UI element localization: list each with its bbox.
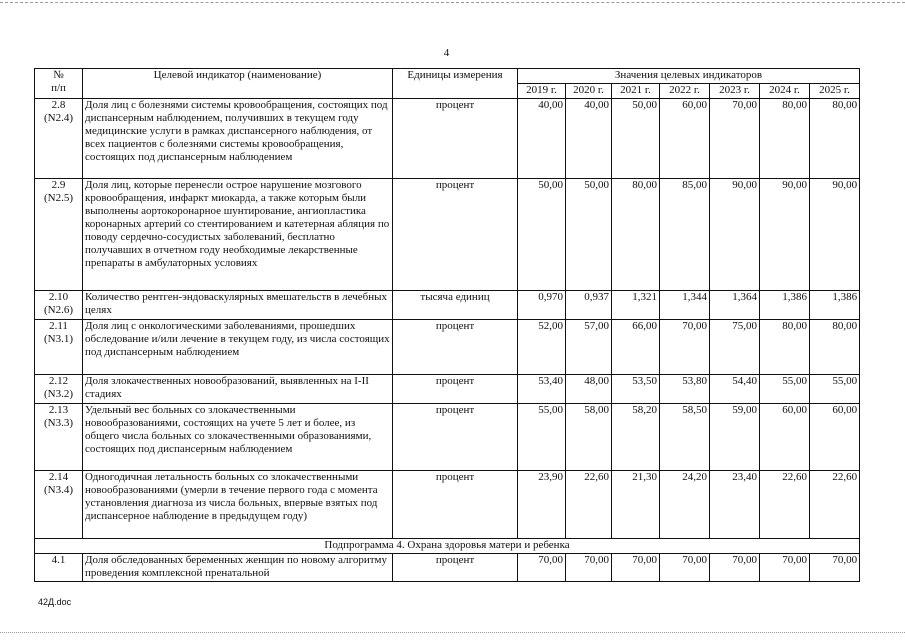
row-num: 4.1 [51,554,66,566]
row-value: 90,00 [710,179,760,291]
row-value: 80,00 [810,99,860,179]
row-num: 2.11 [49,320,68,332]
header-year: 2025 г. [810,84,860,99]
row-indicator-name: Доля лиц, которые перенесли острое нарушение мозгового кровообращения, инфаркт миокарда, а также которым были выполнены аортокоронарное шунтирование, ангиопластика коронарных артерий со стентированием и катетерная абляция по поводу сердечно-сосудистых заболеваний, бесплатно получавших в отчетном году необходимые лекарственные препараты в амбулаторных условиях [83,179,393,291]
row-num: 2.9 [51,179,66,191]
row-code: (N2.6) [43,304,74,316]
row-value: 55,00 [760,375,810,404]
row-value: 58,00 [566,404,612,471]
row-value: 48,00 [566,375,612,404]
row-unit: процент [393,471,518,539]
row-code: (N3.2) [43,388,74,400]
row-code: (N2.4) [43,112,74,124]
row-value: 59,00 [710,404,760,471]
header-year: 2019 г. [518,84,566,99]
row-num: 2.10 [48,291,69,303]
row-value: 22,60 [760,471,810,539]
row-value: 54,40 [710,375,760,404]
row-value: 66,00 [612,320,660,375]
row-code: (N3.4) [43,484,74,496]
row-num: 2.13 [48,404,69,416]
row-indicator-name: Доля обследованных беременных женщин по новому алгоритму проведения комплексной пренатальной [83,554,393,582]
row-value: 58,50 [660,404,710,471]
table-row [35,404,860,471]
row-number [35,375,83,404]
row-code: (N2.5) [43,192,74,204]
row-value: 40,00 [566,99,612,179]
row-value: 70,00 [660,320,710,375]
row-number [35,554,83,582]
row-value: 60,00 [760,404,810,471]
row-value: 70,00 [660,554,710,582]
row-unit: процент [393,404,518,471]
row-value: 70,00 [566,554,612,582]
row-value: 80,00 [810,320,860,375]
row-value: 80,00 [612,179,660,291]
row-value: 22,60 [810,471,860,539]
footer-file-name: 42Д.doc [38,597,72,607]
row-value: 90,00 [760,179,810,291]
row-num: 2.12 [48,375,69,387]
row-value: 52,00 [518,320,566,375]
header-unit: Единицы измерения [393,69,518,99]
row-number [35,99,83,179]
row-value: 53,50 [612,375,660,404]
header-values: Значения целевых индикаторов [518,69,860,84]
row-value: 1,321 [612,291,660,320]
row-number [35,404,83,471]
row-value: 85,00 [660,179,710,291]
row-unit: процент [393,320,518,375]
table-row [35,291,860,320]
row-value: 21,30 [612,471,660,539]
row-num: 2.8 [51,99,66,111]
header-year: 2020 г. [566,84,612,99]
header-year: 2022 г. [660,84,710,99]
indicators-table [34,68,860,582]
header-number [35,69,83,99]
row-code: (N3.3) [43,417,74,429]
row-value: 75,00 [710,320,760,375]
row-number [35,471,83,539]
row-indicator-name: Доля лиц с болезнями системы кровообращения, состоящих под диспансерным наблюдением, получивших в текущем году медицинские услуги в рамках диспансерного наблюдения, от всех пациентов с болезнями системы кровообращения, состоящих под диспансерным наблюдением [83,99,393,179]
row-value: 80,00 [760,320,810,375]
row-value: 1,386 [810,291,860,320]
row-number [35,320,83,375]
table-row [35,179,860,291]
row-unit: процент [393,554,518,582]
header-indicator: Целевой индикатор (наименование) [83,69,393,99]
row-unit: процент [393,179,518,291]
row-code: (N3.1) [43,333,74,345]
row-unit: тысяча единиц [393,291,518,320]
row-number [35,179,83,291]
row-value: 90,00 [810,179,860,291]
row-unit: процент [393,99,518,179]
row-value: 23,40 [710,471,760,539]
table-row [35,375,860,404]
table-row [35,99,860,179]
row-value: 80,00 [760,99,810,179]
scan-edge-top [0,2,905,3]
row-value: 40,00 [518,99,566,179]
row-value: 1,364 [710,291,760,320]
subprogram-row [35,539,860,554]
row-value: 22,60 [566,471,612,539]
row-num: 2.14 [48,471,69,483]
row-indicator-name: Удельный вес больных со злокачественными новообразованиями, состоящих на учете 5 лет и более, из общего числа больных со злокачественными образованиями, состоящих под диспансерным наблюдением [83,404,393,471]
table-row [35,471,860,539]
row-value: 0,970 [518,291,566,320]
row-value: 58,20 [612,404,660,471]
table-row [35,554,860,582]
row-value: 1,344 [660,291,710,320]
row-value: 70,00 [710,99,760,179]
header-year: 2024 г. [760,84,810,99]
row-value: 60,00 [660,99,710,179]
header-number-line2: п/п [51,82,66,94]
row-indicator-name: Доля лиц с онкологическими заболеваниями, прошедших обследование и/или лечение в текущем году, из числа состоящих под диспансерным наблюдением [83,320,393,375]
row-value: 23,90 [518,471,566,539]
row-value: 70,00 [760,554,810,582]
row-value: 70,00 [518,554,566,582]
scan-edge-bottom [0,632,905,633]
row-value: 50,00 [518,179,566,291]
row-value: 55,00 [518,404,566,471]
row-indicator-name: Одногодичная летальность больных со злокачественными новообразованиями (умерли в течение первого года с момента установления диагноза из числа больных, впервые взятых под диспансерное наблюдение в предыдущем году) [83,471,393,539]
page-number: 4 [443,47,450,59]
header-year: 2023 г. [710,84,760,99]
row-value: 53,40 [518,375,566,404]
row-value: 1,386 [760,291,810,320]
row-value: 24,20 [660,471,710,539]
row-value: 57,00 [566,320,612,375]
row-value: 70,00 [612,554,660,582]
row-number [35,291,83,320]
row-value: 50,00 [612,99,660,179]
row-value: 60,00 [810,404,860,471]
row-value: 50,00 [566,179,612,291]
row-value: 70,00 [810,554,860,582]
row-value: 70,00 [710,554,760,582]
row-indicator-name: Количество рентген-эндоваскулярных вмешательств в лечебных целях [83,291,393,320]
table-row [35,320,860,375]
header-year: 2021 г. [612,84,660,99]
row-indicator-name: Доля злокачественных новообразований, выявленных на I-II стадиях [83,375,393,404]
row-unit: процент [393,375,518,404]
row-value: 53,80 [660,375,710,404]
subprogram-title: Подпрограмма 4. Охрана здоровья матери и ребенка [35,539,860,554]
row-value: 55,00 [810,375,860,404]
header-number-line1: № [53,69,64,81]
row-value: 0,937 [566,291,612,320]
